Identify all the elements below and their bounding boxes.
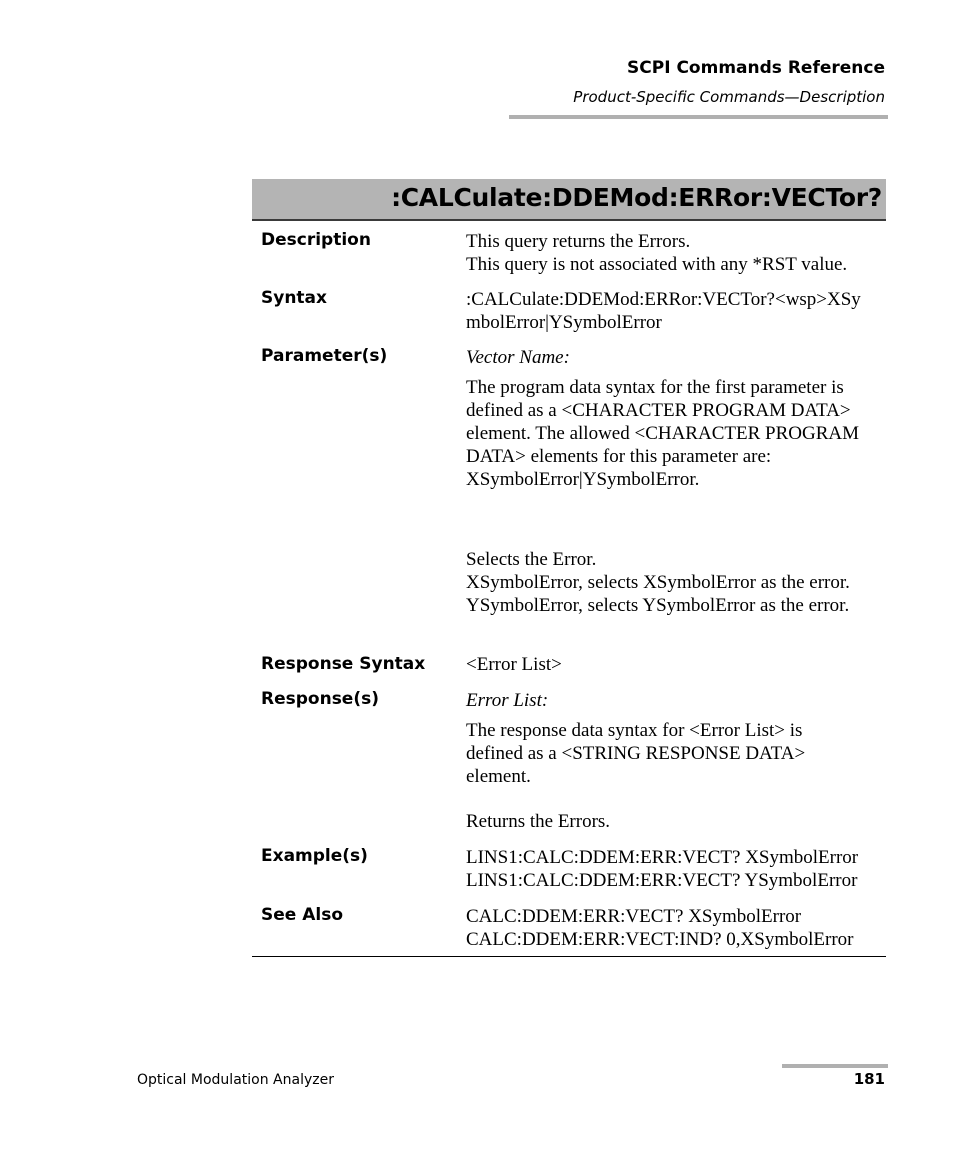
header-subtitle: Product-Specific Commands—Description [573, 88, 885, 106]
see-also-label: See Also [261, 905, 344, 925]
selects-line: Selects the Error. [466, 549, 597, 570]
footer-rule [782, 1064, 888, 1068]
examples-label: Example(s) [261, 846, 368, 866]
parameter-description [466, 376, 859, 491]
response-line: defined as a <STRING RESPONSE DATA> [466, 743, 806, 764]
response-syntax-label: Response Syntax [261, 654, 426, 674]
syntax-label: Syntax [261, 288, 327, 308]
parameter-selects [466, 548, 850, 617]
command-title: :CALCulate:DDEMod:ERRor:VECTor? [391, 183, 882, 212]
description-label: Description [261, 230, 371, 250]
response-name: Error List: [466, 690, 549, 711]
response-returns: Returns the Errors. [466, 811, 611, 832]
response-line: element. [466, 766, 531, 787]
parameter-line: element. The allowed <CHARACTER PROGRAM [466, 423, 859, 444]
header-title: SCPI Commands Reference [627, 58, 885, 78]
syntax-line: mbolError|YSymbolError [466, 312, 662, 333]
page-number: 181 [853, 1070, 885, 1088]
response-description [466, 719, 805, 788]
selects-line: XSymbolError, selects XSymbolError as the error. [466, 572, 850, 593]
responses-label: Response(s) [261, 689, 379, 709]
parameter-line: The program data syntax for the first parameter is [466, 377, 844, 398]
see-also-value [466, 905, 853, 951]
description-line: This query returns the Errors. [466, 231, 691, 252]
response-line: The response data syntax for <Error List> is [466, 720, 803, 741]
example-line: LINS1:CALC:DDEM:ERR:VECT? XSymbolError [466, 847, 859, 868]
description-line: This query is not associated with any *RST value. [466, 254, 848, 275]
parameters-label: Parameter(s) [261, 346, 388, 366]
response-syntax-value: <Error List> [466, 654, 562, 675]
parameter-line: DATA> elements for this parameter are: [466, 446, 772, 467]
example-line: LINS1:CALC:DDEM:ERR:VECT? YSymbolError [466, 870, 858, 891]
parameter-line: XSymbolError|YSymbolError. [466, 469, 700, 490]
description-value [466, 230, 847, 276]
table-bottom-rule [252, 956, 886, 957]
footer-product-name: Optical Modulation Analyzer [137, 1072, 334, 1088]
see-also-line: CALC:DDEM:ERR:VECT? XSymbolError [466, 906, 802, 927]
see-also-line: CALC:DDEM:ERR:VECT:IND? 0,XSymbolError [466, 929, 854, 950]
selects-line: YSymbolError, selects YSymbolError as the error. [466, 595, 850, 616]
command-title-bar [252, 179, 886, 221]
parameter-name: Vector Name: [466, 347, 570, 368]
syntax-value [466, 288, 861, 334]
parameter-line: defined as a <CHARACTER PROGRAM DATA> [466, 400, 851, 421]
examples-value [466, 846, 858, 892]
header-rule [509, 115, 888, 119]
syntax-line: :CALCulate:DDEMod:ERRor:VECTor?<wsp>XSy [466, 289, 861, 310]
